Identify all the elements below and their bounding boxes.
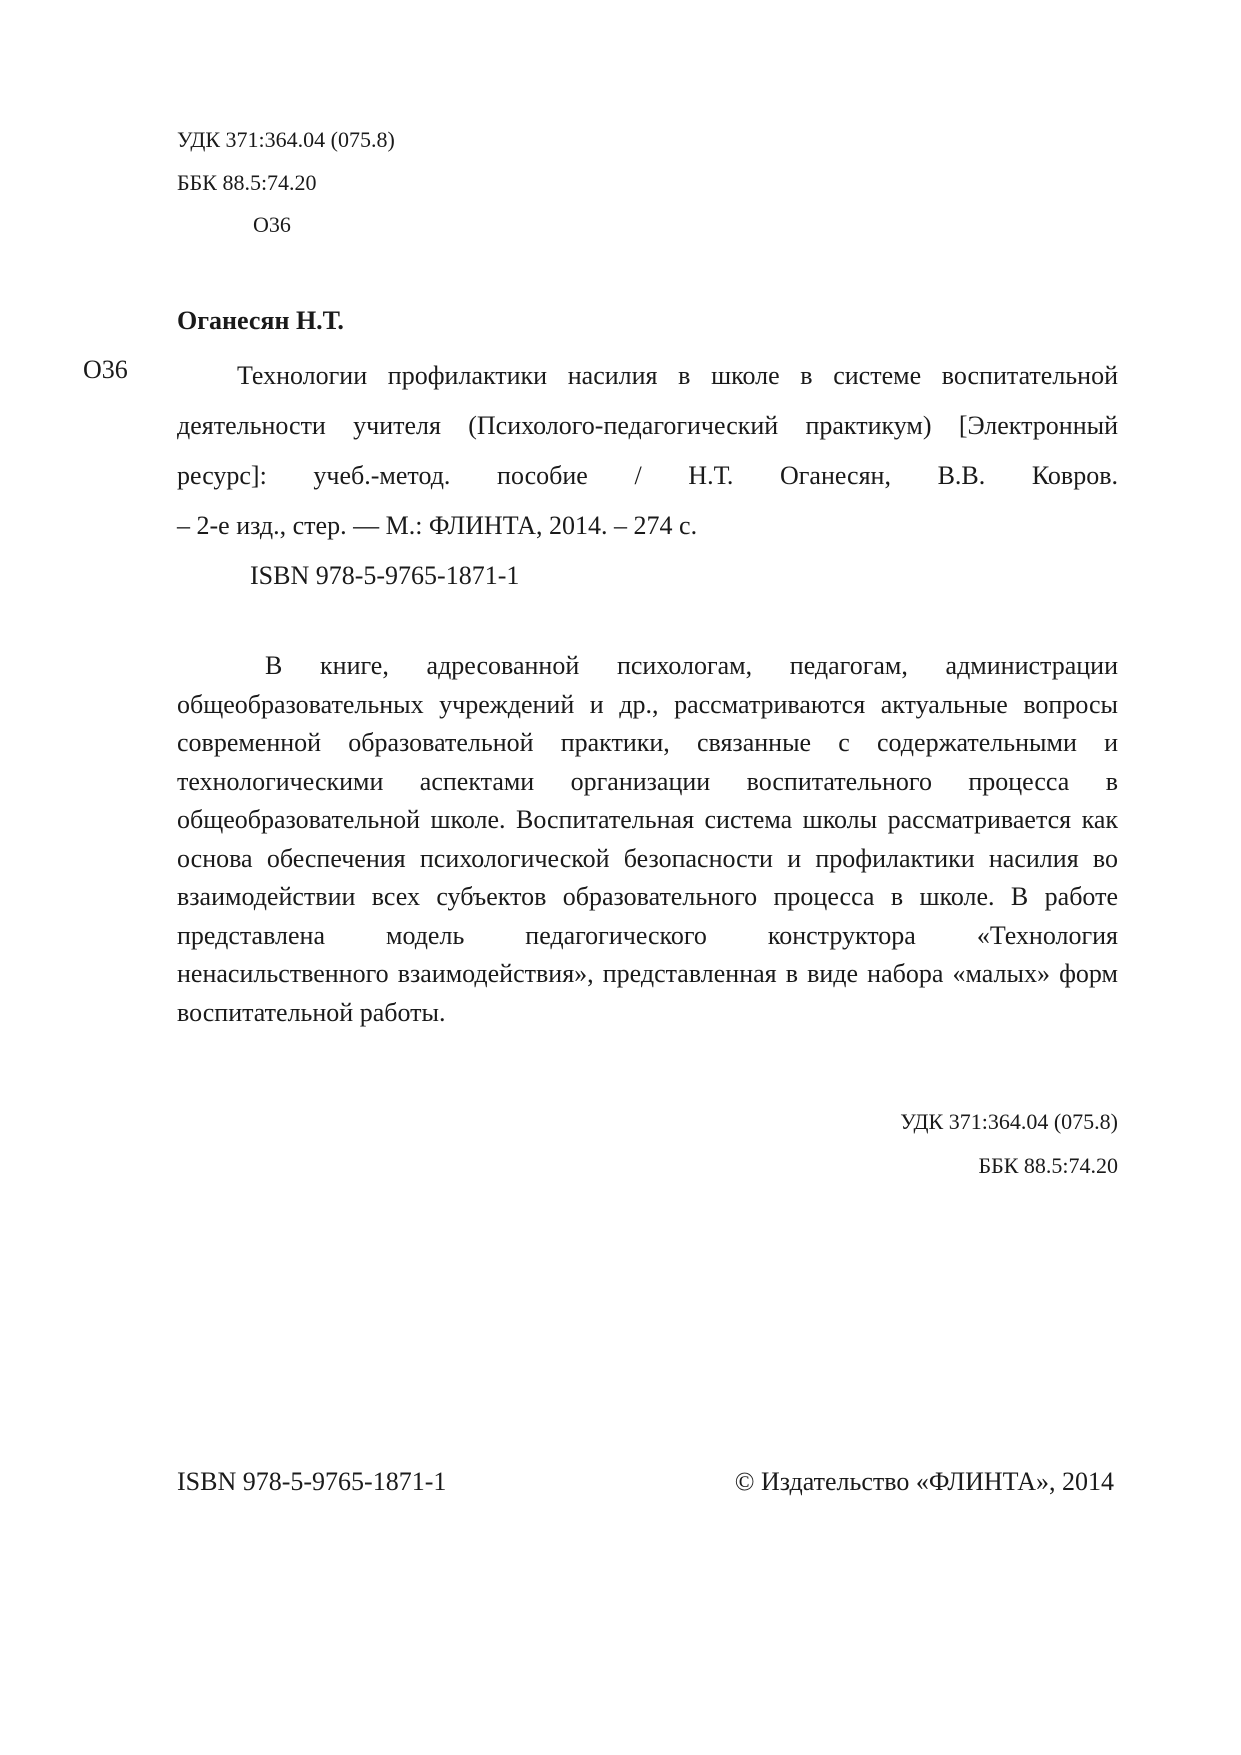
footer-isbn: ISBN 978-5-9765-1871-1 xyxy=(177,1467,447,1496)
record-author-code: О36 xyxy=(83,355,128,384)
annotation-text: В книге, адресованной психологам, педагогам, администрации общеобразовательных учреждений и др., рассматриваются актуальные вопросы современной образовательной практики, связанные с содержательными и технологическими аспектами организации воспитательного процесса в общеобразовательной школе. Воспитательная система школы рассматривается как основа обеспечения психологической безопасности и профилактики насилия во взаимодействии всех субъектов образовательного процесса в школе. В работе представлена модель педагогического конструктора «Технология ненасильственного взаимодействия», представленная в виде набора «малых» форм воспитательной работы. xyxy=(177,651,1118,1027)
classification-bbk: ББК 88.5:74.20 xyxy=(978,1153,1118,1178)
record-isbn: ISBN 978-5-9765-1871-1 xyxy=(250,561,520,590)
bibliographic-edition-line: – 2-е изд., стер. — М.: ФЛИНТА, 2014. – 274 с. xyxy=(177,511,698,540)
footer-copyright: © Издательство «ФЛИНТА», 2014 xyxy=(734,1467,1114,1496)
header-bbk: ББК 88.5:74.20 xyxy=(177,170,317,195)
bibliographic-description: Технологии профилактики насилия в школе в системе воспитательной деятельности учителя (Психолого-педагогический практикум) [Электронный ресурс]: учеб.-метод. пособие / Н.Т. Оганесян, В.В. Ковров. xyxy=(177,361,1118,490)
classification-udk: УДК 371:364.04 (075.8) xyxy=(900,1109,1118,1134)
header-udk: УДК 371:364.04 (075.8) xyxy=(177,127,395,152)
header-author-code: О36 xyxy=(253,212,291,237)
author-name: Оганесян Н.Т. xyxy=(177,306,344,335)
